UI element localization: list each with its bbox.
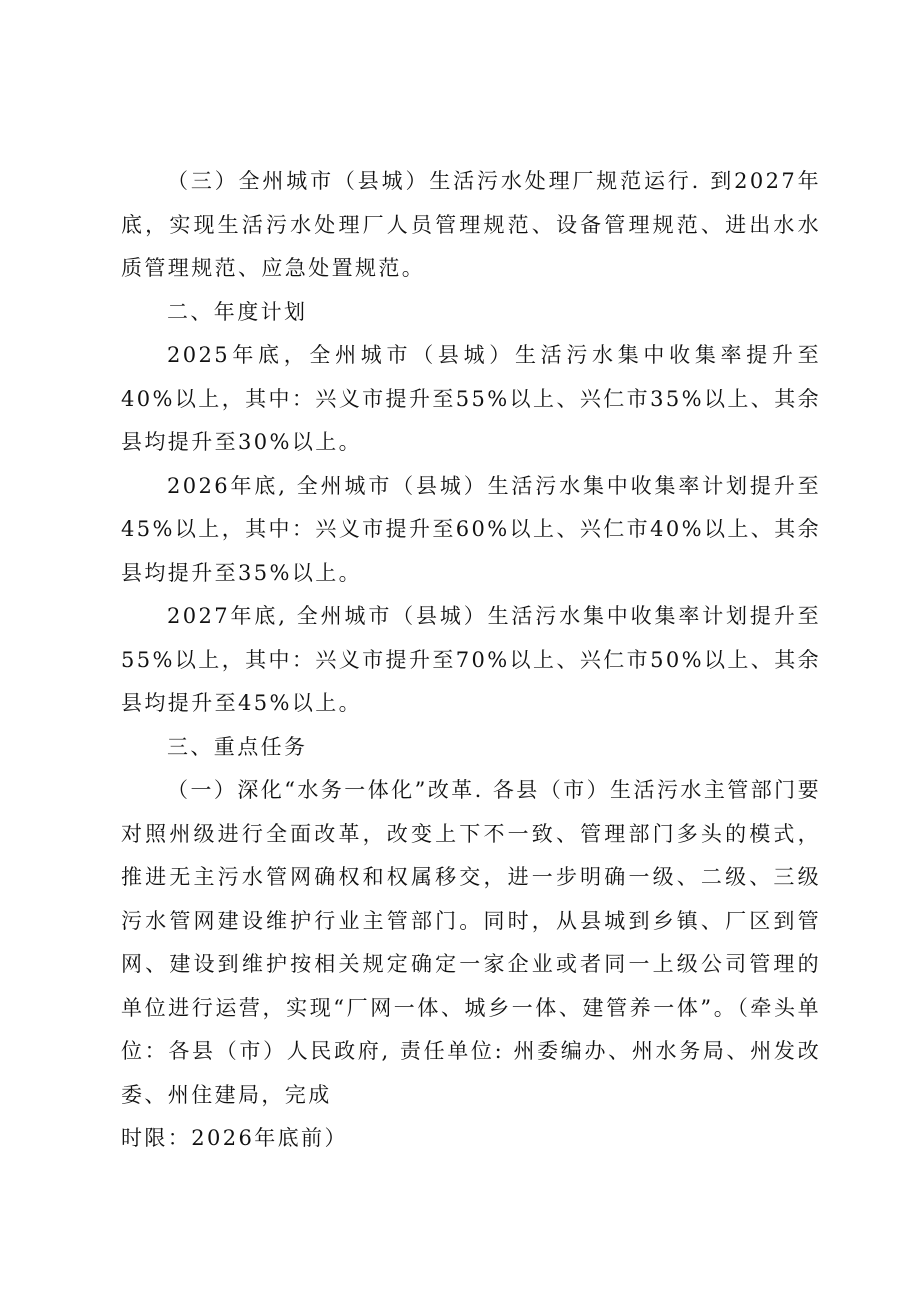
- section-heading-key-tasks: 三、重点任务: [167, 734, 308, 759]
- paragraph-plan-2026: 2026年底, 全州城市（县城）生活污水集中收集率计划提升至45%以上，其中：兴义市提升至60%以上、兴仁市40%以上、其余县均提升至35%以上。: [121, 473, 821, 585]
- paragraph-sewage-plant-operation: （三）全州城市（县城）生活污水处理厂规范运行. 到2027年底，实现生活污水处理厂人员管理规范、设备管理规范、进出水水质管理规范、应急处置规范。: [121, 169, 821, 280]
- paragraph-water-integration-reform: （一）深化“水务一体化”改革. 各县（市）生活污水主管部门要对照州级进行全面改革，改变上下不一致、管理部门多头的模式，推进无主污水管网确权和权属移交，进一步明确一级、二级、三级污水管网建设维护行业主管部门。同时，从县城到乡镇、厂区到管网、建设到维护按相关规定确定一家企业或者同一上级公司管理的单位进行运营，实现“厂网一体、城乡一体、建管养一体”。（牵头单位：各县（市）人民政府, 责任单位: 州委编办、州水务局、州发改委、州住建局，完成: [121, 778, 821, 1107]
- section-heading-annual-plan: 二、年度计划: [167, 299, 308, 324]
- paragraph-plan-2027: 2027年底, 全州城市（县城）生活污水集中收集率计划提升至55%以上，其中：兴义市提升至70%以上、兴仁市50%以上、其余县均提升至45%以上。: [121, 604, 821, 715]
- document-page: [121, 160, 821, 1161]
- paragraph-deadline: 时限：2026年底前）: [121, 1126, 348, 1150]
- paragraph-plan-2025: 2025年底，全州城市（县城）生活污水集中收集率提升至40%以上，其中：兴义市提升至55%以上、兴仁市35%以上、其余县均提升至30%以上。: [121, 343, 821, 454]
